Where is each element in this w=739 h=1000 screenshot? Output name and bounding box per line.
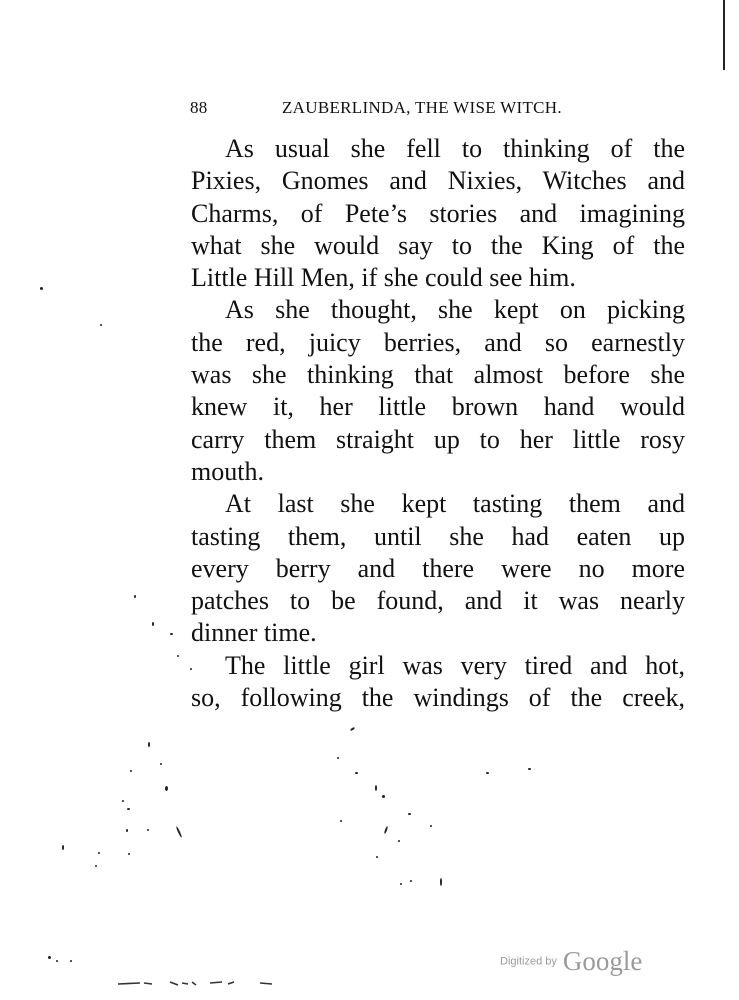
text-line: what she would say to the King of the [191,230,685,260]
scan-speck [147,829,149,831]
running-title: ZAUBERLINDA, THE WISE WITCH. [282,98,562,117]
digitized-by-google-mark [500,946,642,977]
text-line: every berry and there were no more [191,553,685,583]
book-body-text [191,133,685,714]
scan-speck [56,960,58,962]
scan-speck [190,668,192,670]
scan-speck [95,865,97,867]
text-line: Charms, of Pete’s stories and imagining [191,198,685,228]
scan-speck [176,826,183,838]
text-line: was she thinking that almost before she [191,360,685,390]
scan-speck [122,800,124,802]
scan-speck [528,768,531,770]
text-line: the red, juicy berries, and so earnestly [191,327,685,357]
scan-speck [165,786,168,791]
scan-speck [400,883,402,885]
text-line: Pixies, Gnomes and Nixies, Witches and [191,166,685,196]
text-line: carry them straight up to her little rosy [191,424,685,454]
text-line: patches to be found, and it was nearly [191,586,685,616]
scan-speck [350,727,355,732]
bottom-bleed-through [110,978,285,988]
scan-speck [130,770,132,772]
text-line: dinner time. [191,618,317,648]
text-line: The little girl was very tired and hot, [225,650,685,680]
scan-speck [127,808,130,810]
scan-speck [70,960,72,962]
text-line: so, following the windings of the creek, [191,683,685,713]
page-edge-line [723,0,725,70]
scan-speck [48,956,51,959]
scan-speck [375,785,377,791]
scan-speck [148,742,150,747]
scan-speck [100,324,102,326]
scan-speck [152,622,154,626]
scan-speck [98,852,100,854]
running-head [190,96,685,120]
scan-speck [376,856,378,858]
scan-speck [430,825,432,827]
scan-speck [177,655,179,657]
scan-speck [384,826,389,834]
text-line: mouth. [191,456,264,486]
scan-speck [40,287,43,290]
scan-speck [62,845,64,850]
scan-speck [170,633,173,635]
scan-speck [408,813,411,815]
scan-speck [126,829,128,832]
digitized-label: Digitized by [500,955,557,968]
scan-speck [160,763,162,765]
scan-speck [382,795,385,798]
scan-speck [410,880,412,882]
scan-speck [440,878,442,886]
text-line: Little Hill Men, if she could see him. [191,263,576,293]
text-line: At last she kept tasting them and [225,489,685,519]
google-wordmark: Google [562,946,643,976]
scan-speck [128,853,130,855]
scan-speck [486,772,489,774]
scan-speck [134,595,136,598]
text-line: knew it, her little brown hand would [191,392,685,422]
scan-speck [337,757,339,759]
text-line: As usual she fell to thinking of the [225,134,685,163]
scan-speck [355,772,358,774]
page-number: 88 [190,98,208,117]
text-line: tasting them, until she had eaten up [191,521,685,551]
scan-speck [340,820,342,822]
scan-speck [398,840,400,842]
text-line: As she thought, she kept on picking [225,295,685,325]
